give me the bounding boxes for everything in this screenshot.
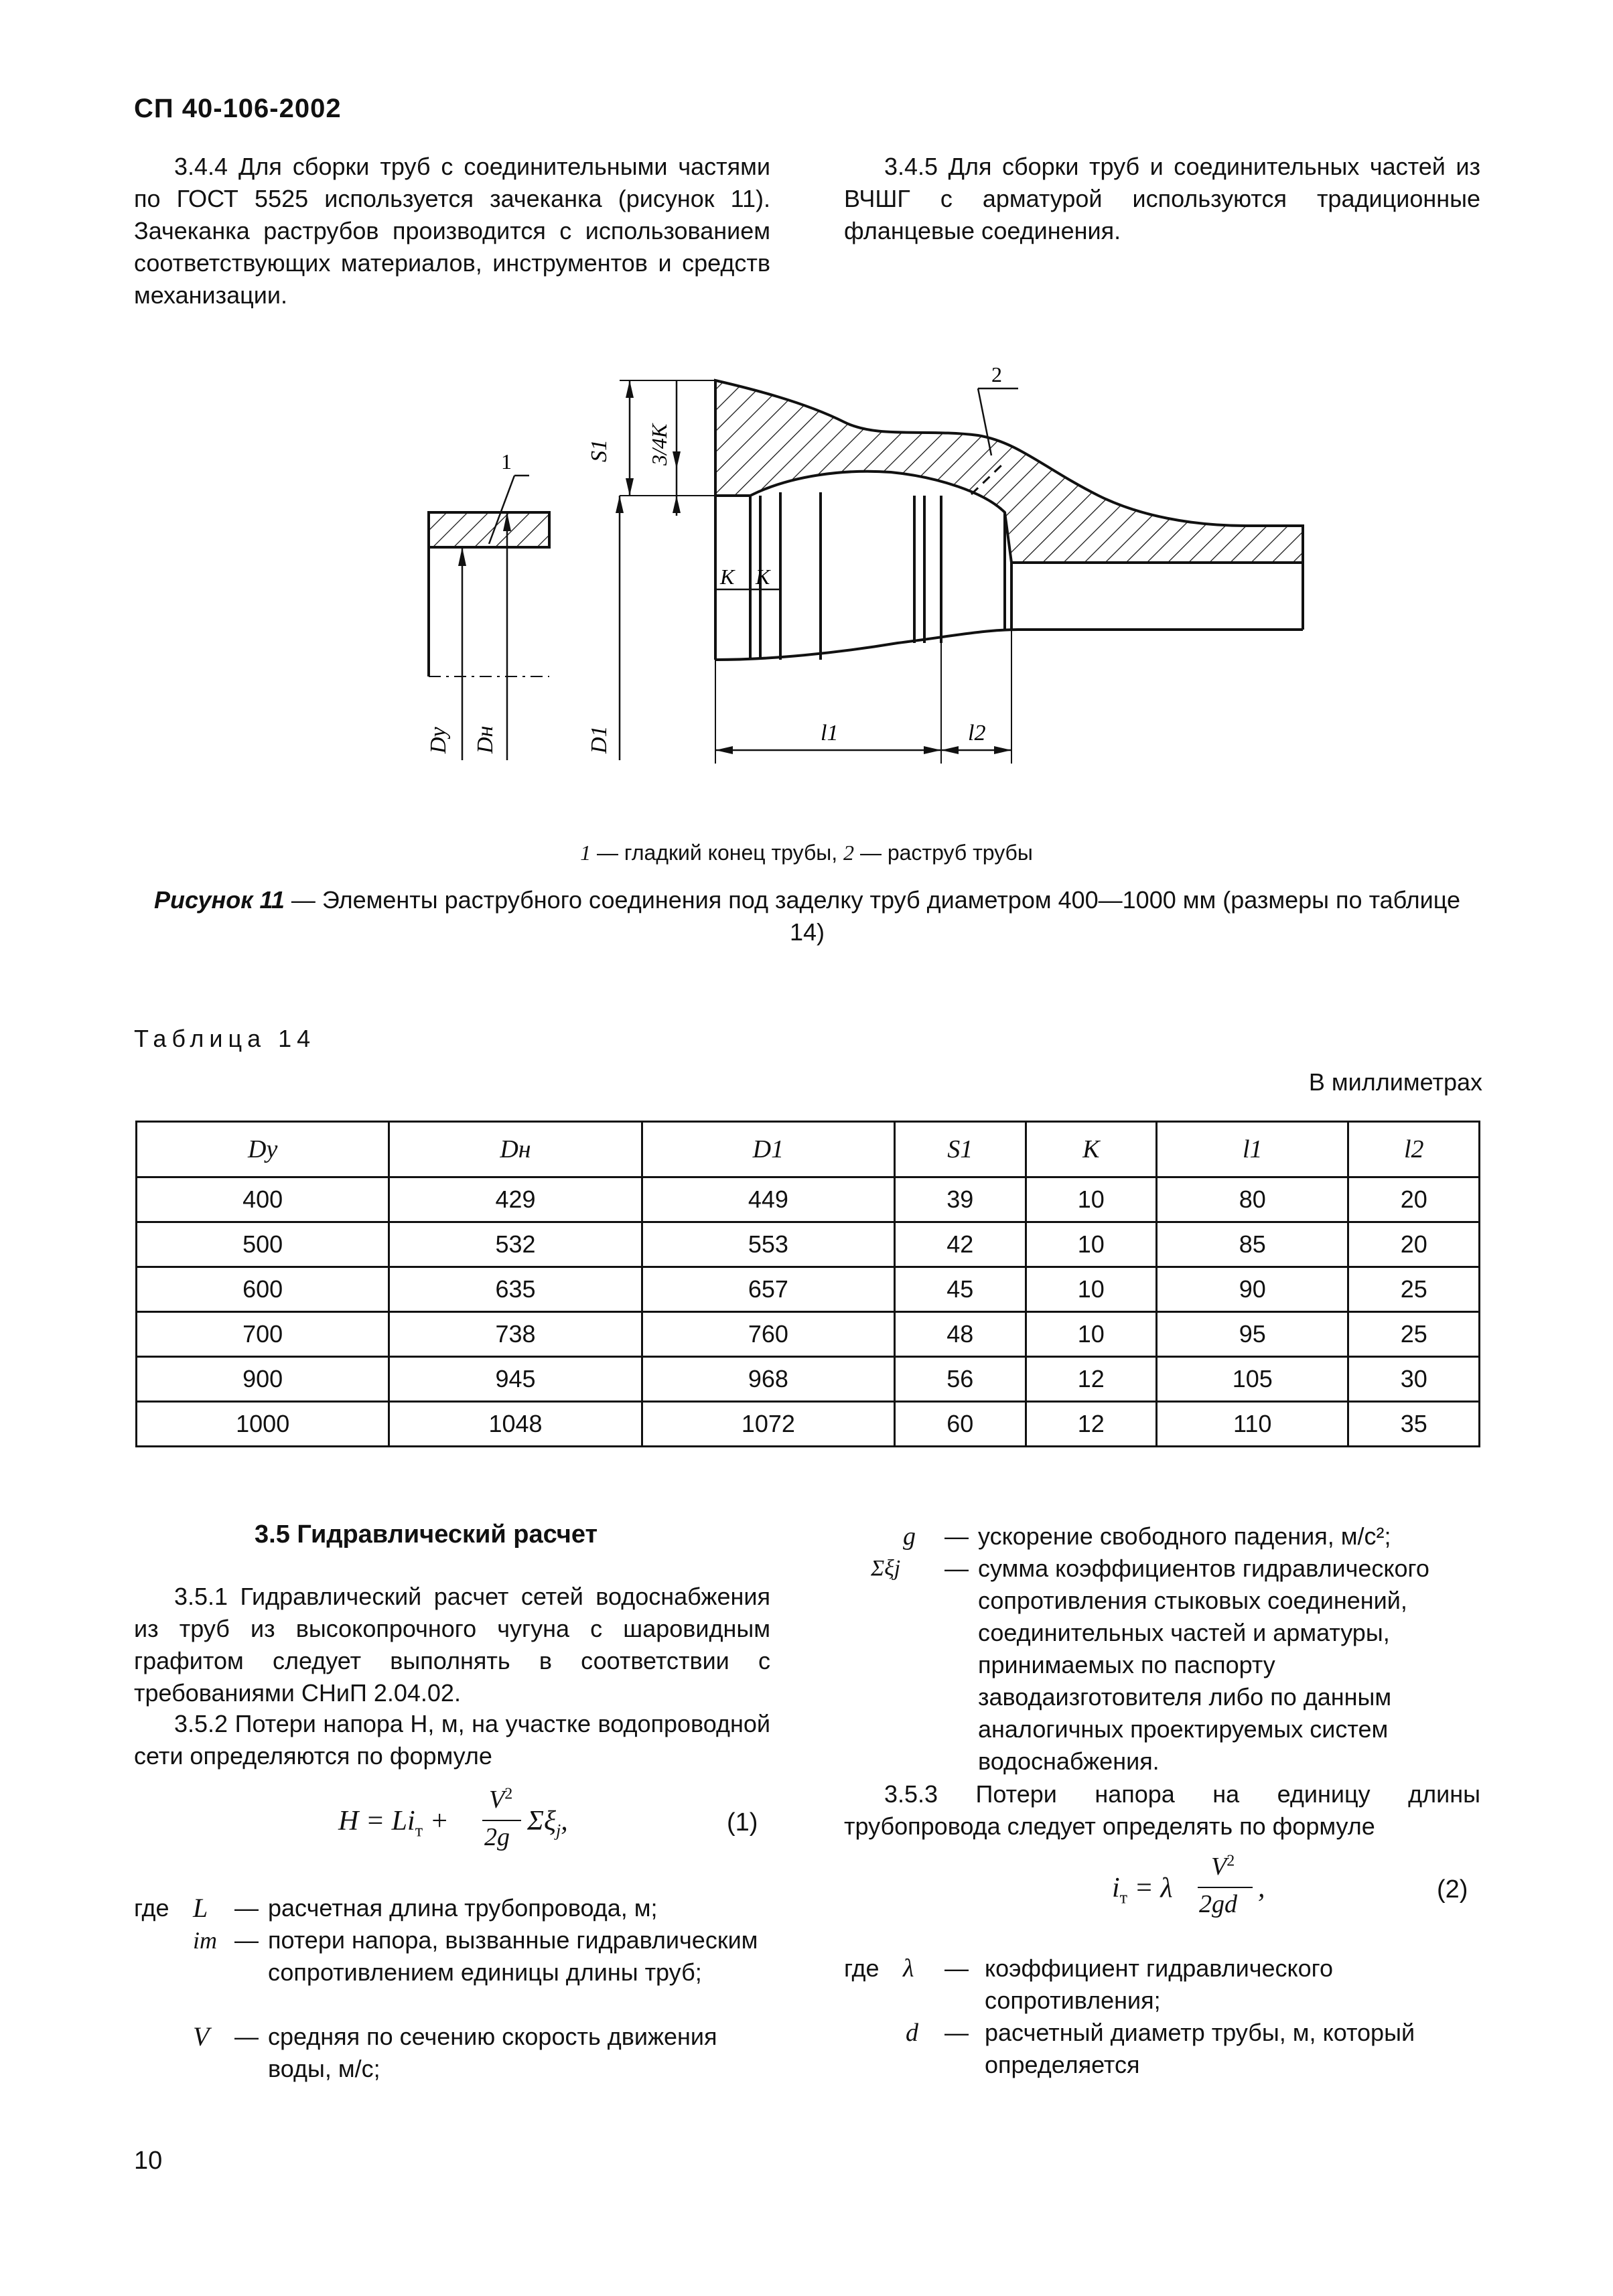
header-l1: l1: [1157, 1122, 1348, 1177]
table-cell: 20: [1348, 1177, 1480, 1222]
table-cell: 20: [1348, 1222, 1480, 1267]
dimensions-table: [135, 1121, 1480, 1447]
def-text: коэффициент гидравлического сопротивления;: [985, 1954, 1334, 2014]
definitions-list-2: [844, 1520, 1480, 1788]
table-cell: 1072: [642, 1402, 894, 1447]
table-cell: 56: [895, 1357, 1026, 1402]
legend-1-number: 1: [580, 841, 591, 865]
def-text: расчетная длина трубопровода, м;: [268, 1894, 658, 1922]
table-cell: 1000: [137, 1402, 389, 1447]
table-cell: 968: [642, 1357, 894, 1402]
table-cell: 105: [1157, 1357, 1348, 1402]
def-symbol: iт: [193, 1927, 217, 1954]
k-label-1: K: [720, 565, 735, 589]
table-cell: 945: [389, 1357, 642, 1402]
header-s1: S1: [895, 1122, 1026, 1177]
table-cell: 25: [1348, 1267, 1480, 1312]
table-cell: 553: [642, 1222, 894, 1267]
l2-label: l2: [968, 721, 986, 745]
k-label-2: K: [756, 565, 770, 589]
table-cell: 429: [389, 1177, 642, 1222]
paragraph-3-5-3: 3.5.3 Потери напора на единицу длины трубопровода следует определять по формуле: [844, 1780, 1480, 1840]
table-cell: 635: [389, 1267, 642, 1312]
figure-caption-text: — Элементы раструбного соединения под заделку труб диаметром 400—1000 мм (размеры по таблице 14): [284, 886, 1461, 946]
table-cell: 1048: [389, 1402, 642, 1447]
header-dy: Dу: [137, 1122, 389, 1177]
header-dn: Dн: [389, 1122, 642, 1177]
definitions-list-3: [844, 1952, 1480, 2120]
def-dash: —: [944, 2019, 969, 2046]
def-symbol: g: [903, 1522, 916, 1551]
def-symbol: d: [906, 2019, 918, 2047]
table-row: [137, 1267, 1480, 1312]
table-cell: 532: [389, 1222, 642, 1267]
def-dash: —: [234, 1894, 259, 1922]
paragraph-3-5-2: 3.5.2 Потери напора H, м, на участке водопроводной сети определяются по формуле: [134, 1710, 770, 1770]
header-l2: l2: [1348, 1122, 1480, 1177]
table-cell: 10: [1026, 1312, 1156, 1357]
def-symbol: Σξj: [871, 1556, 901, 1581]
table-cell: 35: [1348, 1402, 1480, 1447]
formula-2: $i_т = \lambda$ $V^2$ 2gd ,: [1112, 1852, 1265, 1918]
table-cell: 657: [642, 1267, 894, 1312]
def-text: средняя по сечению скорость движения воды, м/с;: [268, 2023, 717, 2082]
smooth-pipe-end: [429, 512, 549, 676]
table-cell: 45: [895, 1267, 1026, 1312]
header-d1: D1: [642, 1122, 894, 1177]
three-quarter-k-label: 3/4K: [647, 423, 671, 465]
table-cell: 760: [642, 1312, 894, 1357]
def-text: ускорение свободного падения, м/с²;: [978, 1522, 1391, 1550]
table-row: [137, 1357, 1480, 1402]
d1-label: D1: [587, 725, 612, 754]
page-number: 10: [134, 2147, 163, 2175]
def-dash: —: [944, 1522, 969, 1550]
table-title: Таблица 14: [134, 1025, 316, 1052]
table-cell: 110: [1157, 1402, 1348, 1447]
def-dash: —: [234, 1926, 259, 1954]
table-cell: 42: [895, 1222, 1026, 1267]
table-cell: 600: [137, 1267, 389, 1312]
header-k: K: [1026, 1122, 1156, 1177]
pipe-socket: [715, 380, 1303, 563]
legend-2-number: 2: [843, 841, 855, 865]
table-row: [137, 1312, 1480, 1357]
table-cell: 25: [1348, 1312, 1480, 1357]
table-row: [137, 1177, 1480, 1222]
figure-legend: [0, 841, 1613, 865]
s1-label: S1: [587, 439, 612, 462]
def-symbol: λ: [903, 1954, 914, 1983]
table-cell: 500: [137, 1222, 389, 1267]
socket-joint-drawing: [402, 348, 1340, 777]
legend-2-text: — раструб трубы: [854, 841, 1033, 865]
table-units: В миллиметрах: [1308, 1068, 1482, 1096]
table-header-row: [137, 1122, 1480, 1177]
callout-2: 2: [991, 362, 1002, 386]
def-symbol: V: [193, 2021, 210, 2052]
table-cell: 10: [1026, 1222, 1156, 1267]
where-label: где: [844, 1954, 880, 1982]
paragraph-3-4-5: 3.4.5 Для сборки труб и соединительных частей из ВЧШГ с арматурой используются традиционные фланцевые соединения.: [844, 153, 1480, 244]
table-cell: 700: [137, 1312, 389, 1357]
table-cell: 60: [895, 1402, 1026, 1447]
figure-caption: [134, 884, 1480, 948]
paragraph-3-4-4: 3.4.4 Для сборки труб с соединительными частями по ГОСТ 5525 используется зачеканка (рисунок 11). Зачеканка раструбов производится с использованием соответствующих материалов, инструментов и средств механизации.: [134, 153, 770, 309]
callout-1: 1: [501, 449, 512, 474]
table-cell: 400: [137, 1177, 389, 1222]
table-cell: 10: [1026, 1177, 1156, 1222]
formula-1-number: (1): [727, 1808, 758, 1837]
def-dash: —: [944, 1555, 969, 1582]
legend-1-text: — гладкий конец трубы,: [591, 841, 844, 865]
def-text: потери напора, вызванные гидравлическим сопротивлением единицы длины труб;: [268, 1926, 758, 1986]
section-title: 3.5 Гидравлический расчет: [255, 1520, 598, 1549]
table-cell: 900: [137, 1357, 389, 1402]
table-cell: 738: [389, 1312, 642, 1357]
def-text: сумма коэффициентов гидравлического сопротивления стыковых соединений, соединительных частей и арматуры, принимаемых по паспорту заводаизготовителя либо по данным аналогичных проектируемых систем водоснабжения.: [978, 1555, 1429, 1775]
table-cell: 90: [1157, 1267, 1348, 1312]
def-symbol: L: [193, 1893, 208, 1923]
def-text: расчетный диаметр трубы, м, который определяется: [985, 2019, 1415, 2078]
table-cell: 449: [642, 1177, 894, 1222]
table-cell: 10: [1026, 1267, 1156, 1312]
definitions-list-1: [134, 1892, 770, 2113]
table-cell: 12: [1026, 1357, 1156, 1402]
table-cell: 95: [1157, 1312, 1348, 1357]
table-cell: 80: [1157, 1177, 1348, 1222]
table-cell: 48: [895, 1312, 1026, 1357]
dy-label: Dу: [426, 727, 451, 754]
l1-label: l1: [821, 721, 839, 745]
formula-2-number: (2): [1437, 1875, 1468, 1904]
document-code: СП 40-106-2002: [134, 94, 342, 123]
dn-label: Dн: [473, 725, 498, 754]
table-cell: 30: [1348, 1357, 1480, 1402]
table-cell: 39: [895, 1177, 1026, 1222]
table-cell: 85: [1157, 1222, 1348, 1267]
paragraph-3-5-1: 3.5.1 Гидравлический расчет сетей водоснабжения из труб из высокопрочного чугуна с шаровидным графитом следует выполнять в соответствии с требованиями СНиП 2.04.02.: [134, 1583, 770, 1707]
def-dash: —: [944, 1954, 969, 1982]
def-dash: —: [234, 2023, 259, 2050]
table-row: [137, 1402, 1480, 1447]
formula-1: $H = Li_т$ + $V^2$ 2g $\Sigma\xi_j$,: [338, 1785, 568, 1851]
where-label: где: [134, 1894, 169, 1922]
figure-caption-label: Рисунок 11: [153, 886, 285, 914]
table-row: [137, 1222, 1480, 1267]
table-cell: 12: [1026, 1402, 1156, 1447]
